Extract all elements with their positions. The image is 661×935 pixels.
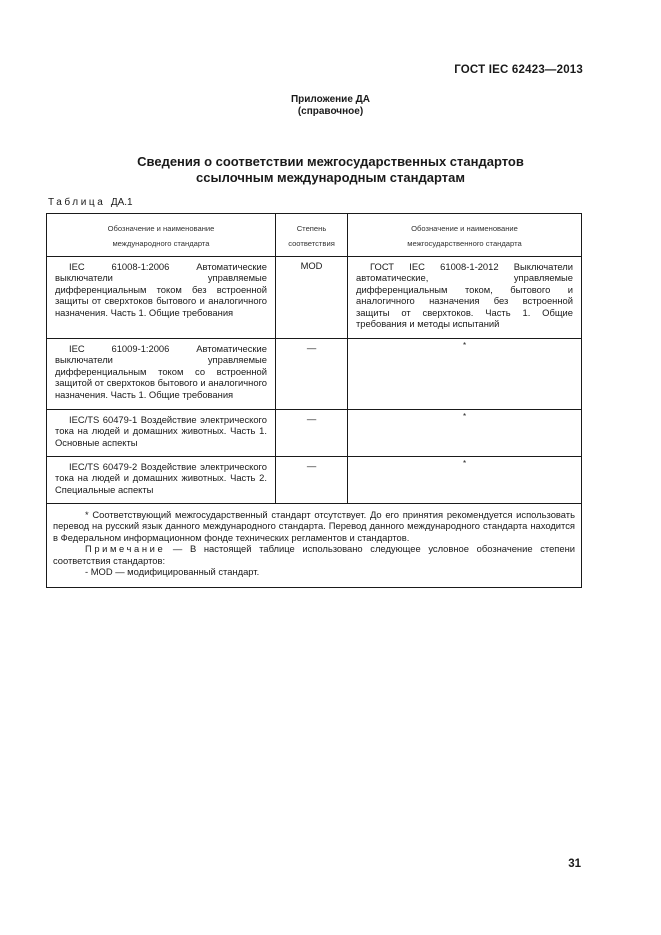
column-header-line: Обозначение и наименование bbox=[107, 224, 215, 233]
cell-text: IEC 61009-1:2006 Автоматические выключатели управляемые дифференциальным током со встроенной защитой от сверхтоков бытового и аналогичного назначения. Часть 1. Общие требования bbox=[55, 343, 267, 400]
international-standard-cell bbox=[47, 339, 276, 410]
page-number: 31 bbox=[568, 858, 581, 870]
footnote-note bbox=[53, 543, 575, 566]
interstate-standard-cell bbox=[348, 257, 582, 339]
cell-text: — bbox=[306, 413, 317, 424]
cell-text: — bbox=[306, 342, 317, 353]
column-header-line: соответствия bbox=[288, 239, 335, 248]
degree-cell bbox=[276, 410, 348, 457]
degree-cell bbox=[276, 457, 348, 504]
table-header-row bbox=[47, 214, 582, 257]
column-header-line: Обозначение и наименование bbox=[411, 224, 518, 233]
table-footnote bbox=[47, 504, 582, 588]
column-header-degree bbox=[276, 214, 348, 257]
footnote-item: - MOD — модифицированный стандарт. bbox=[85, 566, 260, 578]
table-caption-label: Таблица bbox=[48, 197, 106, 208]
column-header-line: межгосударственного стандарта bbox=[407, 239, 522, 248]
table-row bbox=[47, 457, 582, 504]
footnote-star-text: * Соответствующий межгосударственный стандарт отсутствует. До его принятия рекомендуется использовать перевод на русский язык данного международного стандарта. Перевод данного международного стандарта находится в Федеральном информационном фонде технических регламентов и стандартов. bbox=[53, 509, 575, 543]
column-header-line: международного стандарта bbox=[112, 239, 210, 248]
cell-text: * bbox=[462, 341, 467, 350]
international-standard-cell bbox=[47, 410, 276, 457]
note-text: — В настоящей таблице использовано следующее условное обозначение степени соответствия стандартов: bbox=[53, 543, 575, 566]
cell-text: IEC/TS 60479-1 Воздействие электрического тока на людей и домашних животных. Часть 1. Основные аспекты bbox=[55, 414, 267, 448]
table-caption bbox=[48, 197, 133, 208]
international-standard-cell bbox=[47, 257, 276, 339]
page-title-line2: ссылочным международным стандартам bbox=[196, 170, 465, 185]
standard-code: ГОСТ IEC 62423—2013 bbox=[454, 64, 583, 76]
cell-text: * bbox=[462, 459, 467, 468]
column-header-interstate bbox=[348, 214, 582, 257]
degree-cell bbox=[276, 339, 348, 410]
table-row bbox=[47, 410, 582, 457]
cell-text: — bbox=[306, 460, 317, 471]
degree-cell bbox=[276, 257, 348, 339]
page-title-line1: Сведения о соответствии межгосударственных стандартов bbox=[137, 154, 524, 169]
table-footnote-row bbox=[47, 504, 582, 588]
cell-text: IEC 61008-1:2006 Автоматические выключатели управляемые дифференциальным током без встроенной защиты от сверхтоков бытового и аналогичного назначения. Часть 1. Общие требования bbox=[55, 261, 267, 318]
annex-heading bbox=[0, 94, 661, 118]
page-title bbox=[0, 154, 661, 186]
note-label: Примечание bbox=[85, 543, 166, 555]
column-header-international bbox=[47, 214, 276, 257]
interstate-standard-cell bbox=[348, 339, 582, 410]
interstate-standard-cell bbox=[348, 410, 582, 457]
table-caption-number: ДА.1 bbox=[110, 197, 133, 208]
table-row bbox=[47, 339, 582, 410]
cell-text: * bbox=[462, 412, 467, 421]
cell-text: MOD bbox=[300, 260, 323, 271]
column-header-line: Степень bbox=[296, 224, 327, 233]
annex-title: Приложение ДА bbox=[290, 94, 371, 105]
annex-subtitle: (справочное) bbox=[297, 106, 364, 117]
cell-text: IEC/TS 60479-2 Воздействие электрического тока на людей и домашних животных. Часть 2. Специальные аспекты bbox=[55, 461, 267, 495]
interstate-standard-cell bbox=[348, 457, 582, 504]
cell-text: ГОСТ IEC 61008-1-2012 Выключатели автоматические, управляемые дифференциальным током, бытового и аналогичного назначения без встроенной защиты от сверхтоков. Часть 1. Общие требования и методы испытаний bbox=[356, 261, 573, 330]
international-standard-cell bbox=[47, 457, 276, 504]
correspondence-table bbox=[46, 213, 582, 588]
table-row bbox=[47, 257, 582, 339]
